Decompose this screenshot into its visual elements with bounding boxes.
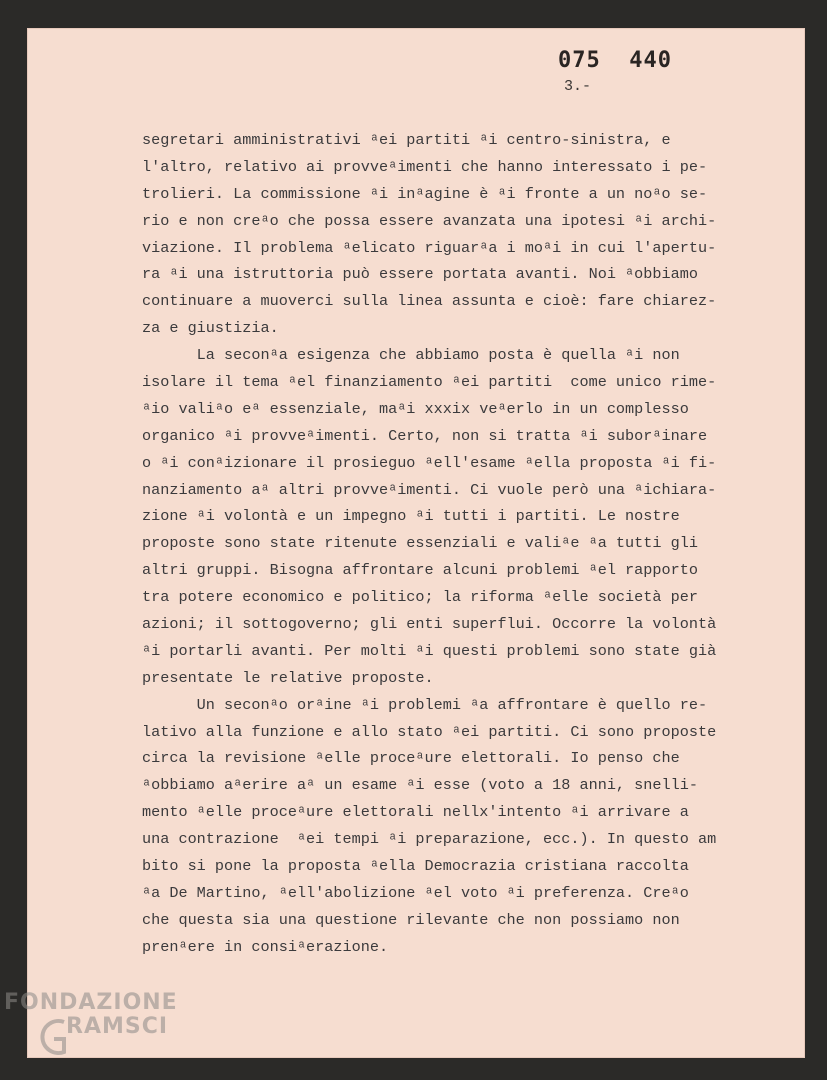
text-line: organico ᵃi provveᵃimenti. Certo, non si tratta ᵃi suborᵃinare <box>142 426 708 445</box>
text-line: prenᵃere in consiᵃerazione. <box>142 937 389 956</box>
text-line: o ᵃi conᵃizionare il prosieguo ᵃell'esame ᵃella proposta ᵃi fi- <box>142 453 717 472</box>
text-line: La seconᵃa esigenza che abbiamo posta è quella ᵃi non <box>142 346 680 365</box>
text-line: azioni; il sottogoverno; gli enti superflui. Occorre la volontà <box>142 615 717 634</box>
gramsci-logo-icon <box>36 1012 70 1062</box>
text-line: ᵃobbiamo aᵃerire aᵃ un esame ᵃi esse (voto a 18 anni, snelli- <box>142 776 698 795</box>
text-line: viazione. Il problema ᵃelicato riguarᵃa i moᵃi in cui l'apertu- <box>142 238 717 257</box>
text-line: isolare il tema ᵃel finanziamento ᵃei partiti come unico rime- <box>142 373 717 392</box>
text-line: continuare a muoverci sulla linea assunta e cioè: fare chiarez- <box>142 292 717 311</box>
watermark-line1: FONDAZIONE <box>4 990 178 1015</box>
text-line: segretari amministrativi ᵃei partiti ᵃi centro-sinistra, e <box>142 131 671 149</box>
text-line: ᵃi portarli avanti. Per molti ᵃi questi problemi sono state già <box>142 641 717 660</box>
page-number: 3.- <box>564 78 592 95</box>
text-line: Un seconᵃo orᵃine ᵃi problemi ᵃa affrontare è quello re- <box>142 695 708 714</box>
text-line: zione ᵃi volontà e un impegno ᵃi tutti i partiti. Le nostre <box>142 507 680 526</box>
text-line: ᵃa De Martino, ᵃell'abolizione ᵃel voto ᵃi preferenza. Creᵃo <box>142 883 689 902</box>
text-line: l'altro, relativo ai provveᵃimenti che hanno interessato i pe- <box>142 157 708 176</box>
text-line: lativo alla funzione e allo stato ᵃei partiti. Ci sono proposte <box>142 722 717 741</box>
fondazione-gramsci-watermark <box>4 990 224 1070</box>
text-line: una contrazione ᵃei tempi ᵃi preparazione, ecc.). In questo am <box>142 830 717 849</box>
text-line: proposte sono state ritenute essenziali e valiᵃe ᵃa tutti gli <box>142 534 698 553</box>
text-line: presentate le relative proposte. <box>142 668 434 687</box>
text-line: tra potere economico e politico; la riforma ᵃelle società per <box>142 588 698 607</box>
text-line: trolieri. La commissione ᵃi inᵃagine è ᵃi fronte a un noᵃo se- <box>142 184 708 203</box>
text-line: mento ᵃelle proceᵃure elettorali nellx'intento ᵃi arrivare a <box>142 803 689 822</box>
text-line: altri gruppi. Bisogna affrontare alcuni problemi ᵃel rapporto <box>142 561 698 580</box>
text-line: nanziamento aᵃ altri provveᵃimenti. Ci vuole però una ᵃichiara- <box>142 480 717 499</box>
text-line: ra ᵃi una istruttoria può essere portata avanti. Noi ᵃobbiamo <box>142 265 698 284</box>
text-line: rio e non creᵃo che possa essere avanzata una ipotesi ᵃi archi- <box>142 211 717 230</box>
text-line: bito si pone la proposta ᵃella Democrazia cristiana raccolta <box>142 857 689 876</box>
watermark-line2: RAMSCI <box>66 1014 169 1039</box>
typed-body-text <box>142 127 762 961</box>
text-line: za e giustizia. <box>142 319 279 338</box>
text-line: ᵃio valiᵃo eᵃ essenziale, maᵃi xxxix veᵃerlo in un complesso <box>142 399 689 418</box>
text-line: circa la revisione ᵃelle proceᵃure elettorali. Io penso che <box>142 749 680 768</box>
archive-number: 075 440 <box>558 48 672 73</box>
text-line: che questa sia una questione rilevante che non possiamo non <box>142 910 680 929</box>
